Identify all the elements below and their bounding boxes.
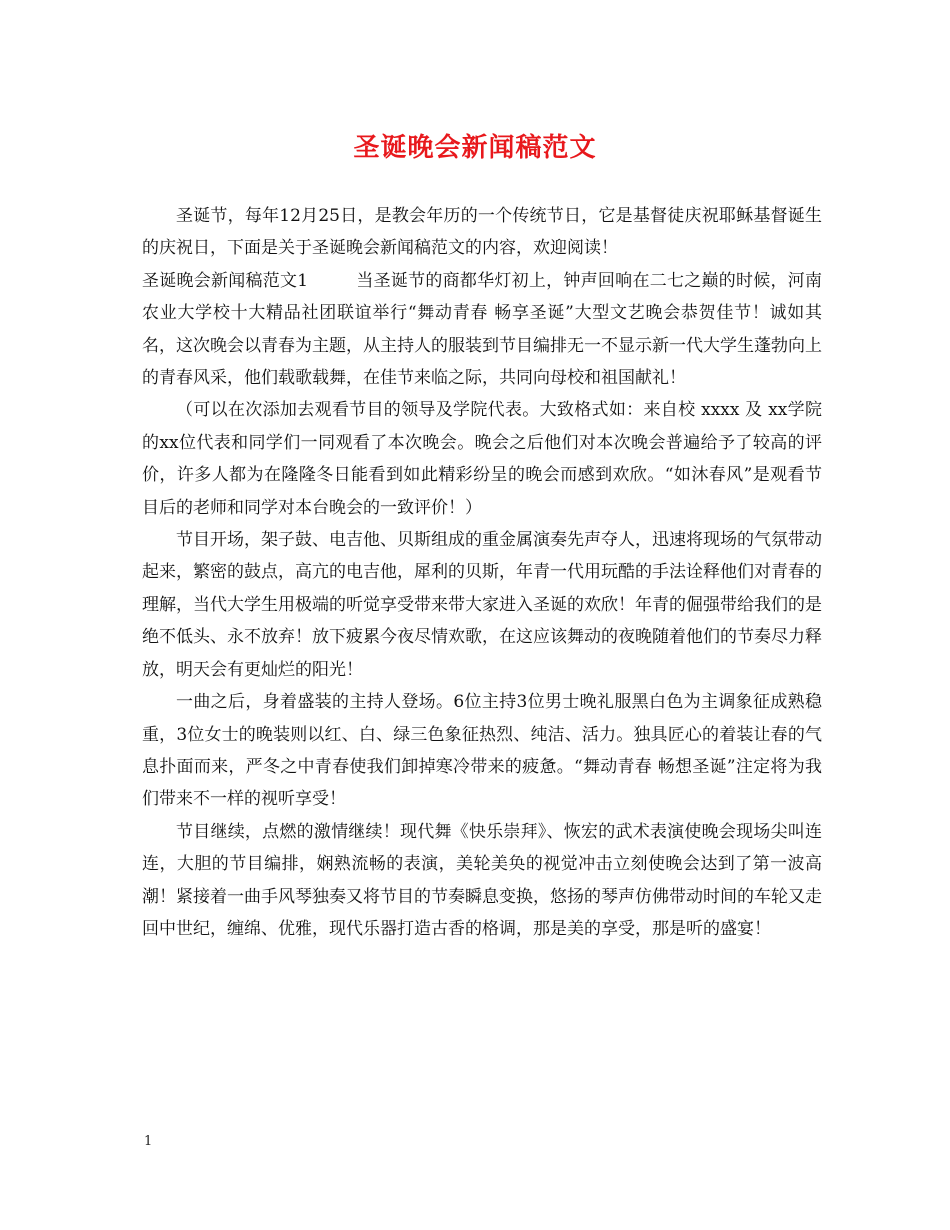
host-paragraph: 一曲之后，身着盛装的主持人登场。6位主持3位男士晚礼服黑白色为主调象征成熟稳重，3位女士的晚装则以红、白、绿三色象征热烈、纯洁、活力。独具匠心的着装让春的气息扑面而来，严冬之中青春使我们卸掉寒冷带来的疲惫。“舞动青春 畅想圣诞”注定将为我们带来不一样的视听享受！ (142, 692, 822, 810)
intro-paragraph: 圣诞节，每年12月25日，是教会年历的一个传统节日，它是基督徒庆祝耶稣基督诞生的庆祝日，下面是关于圣诞晚会新闻稿范文的内容，欢迎阅读！ (142, 206, 822, 259)
page-number: 1 (144, 1134, 153, 1149)
section-text: 当圣诞节的商都华灯初上，钟声回响在二七之巅的时候，河南农业大学校十大精品社团联谊举行“舞动青春 畅享圣诞”大型文艺晚会恭贺佳节！诚如其名，这次晚会以青春为主题，从主持人的服装到节目编排无一不显示新一代大学生蓬勃向上的青春风采，他们载歌载舞，在佳节来临之际，共同向母校和祖国献礼！ (142, 270, 822, 389)
program-paragraph: 节目继续，点燃的激情继续！现代舞《快乐崇拜》、恢宏的武术表演使晚会现场尖叫连连，大胆的节目编排，娴熟流畅的表演，美轮美奂的视觉冲击立刻使晚会达到了第一波高潮！紧接着一曲手风琴独奏又将节目的节奏瞬息变换，悠扬的琴声仿佛带动时间的车轮又走回中世纪，缠绵、优雅，现代乐器打造古香的格调，那是美的享受，那是听的盛宴！ (142, 821, 822, 939)
document-body (142, 200, 822, 945)
page-title: 圣诞晚会新闻稿范文 (353, 133, 597, 163)
section-label: 圣诞晚会新闻稿范文1 (142, 270, 309, 291)
opening-paragraph: 节目开场，架子鼓、电吉他、贝斯组成的重金属演奏先声夺人，迅速将现场的气氛带动起来，繁密的鼓点，高亢的电吉他，犀利的贝斯，年青一代用玩酷的手法诠释他们对青春的理解，当代大学生用极端的听觉享受带来带大家进入圣诞的欢欣！年青的倔强带给我们的是绝不低头、永不放弃！放下疲累今夜尽情欢歌，在这应该舞动的夜晚随着他们的节奏尽力释放，明天会有更灿烂的阳光！ (142, 530, 822, 680)
section-paragraph (142, 265, 822, 395)
note-paragraph: （可以在次添加去观看节目的领导及学院代表。大致格式如：来自校 xxxx 及 xx学院的xx位代表和同学们一同观看了本次晚会。晚会之后他们对本次晚会普遍给予了较高的评价，许多人都为在隆隆冬日能看到如此精彩纷呈的晚会而感到欢欣。“如沐春风”是观看节目后的老师和同学对本台晚会的一致评价！） (142, 400, 822, 518)
